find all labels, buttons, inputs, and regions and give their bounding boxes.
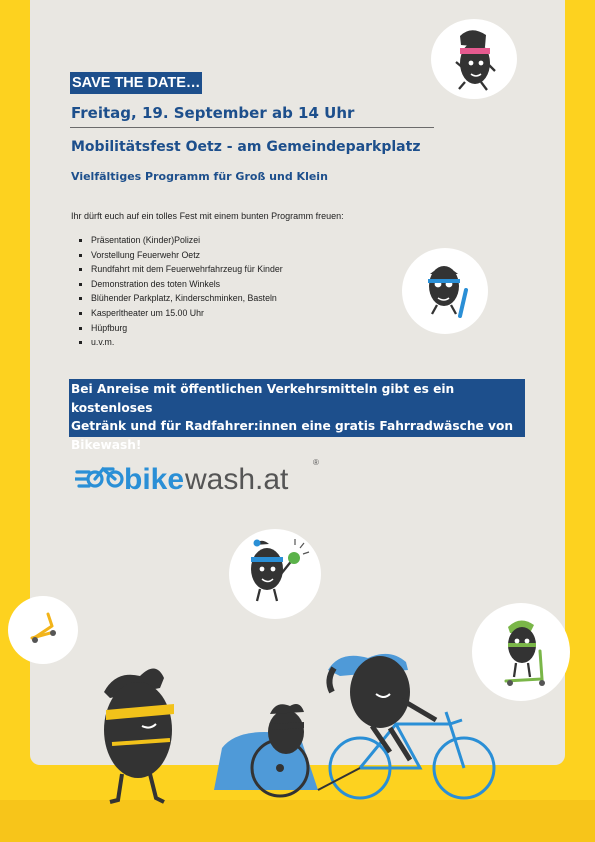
skateboard-bubble: [402, 248, 488, 334]
offer-banner: [69, 379, 525, 452]
bikewash-logo: [75, 455, 335, 495]
list-item: ▪ Blühender Parkplatz, Kinderschminken, Basteln: [91, 291, 283, 306]
event-date: Freitag, 19. September ab 14 Uhr: [71, 104, 355, 122]
logo-wash-text: wash.at: [185, 463, 289, 495]
list-item: ▪ Demonstration des toten Winkels: [91, 277, 283, 292]
event-subtitle: Vielfältiges Programm für Groß und Klein: [71, 170, 328, 183]
list-item: ▪ Vorstellung Feuerwehr Oetz: [91, 248, 283, 263]
list-item: ▪ Rundfahrt mit dem Feuerwehrfahrzeug für Kinder: [91, 262, 283, 277]
list-item: ▪ Hüpfburg: [91, 321, 283, 336]
family-bike-illustration: [90, 640, 510, 810]
bike-swoosh-icon: [75, 469, 122, 486]
runner-bubble: [431, 19, 517, 99]
list-item: ▪ Präsentation (Kinder)Polizei: [91, 233, 283, 248]
program-list: [75, 233, 283, 350]
divider-rule: [70, 127, 434, 128]
headband-mascot-icon: [104, 668, 174, 802]
logo-registered-mark: ®: [313, 458, 319, 467]
list-item: ▪ u.v.m.: [91, 335, 283, 350]
yellow-scooter-icon: [8, 596, 78, 664]
offer-banner-line: Getränk und für Radfahrer:innen eine gratis Fahrradwäsche von: [71, 419, 514, 433]
runner-mascot-icon: [431, 19, 517, 99]
event-title: Mobilitätsfest Oetz - am Gemeindeparkplatz: [71, 139, 421, 155]
skateboard-mascot-icon: [402, 248, 488, 334]
offer-banner-line: Bei Anreise mit öffentlichen Verkehrsmitteln gibt es ein kostenloses: [71, 382, 455, 415]
bike-trailer-icon: [214, 704, 318, 796]
list-item: ▪ Kasperltheater um 15.00 Uhr: [91, 306, 283, 321]
offer-banner-line: Bikewash!: [71, 437, 142, 452]
scooter-bubble-left: [8, 596, 78, 664]
logo-bike-text: bike: [124, 463, 185, 495]
ice-cream-bubble: [229, 529, 321, 619]
ice-cream-mascot-icon: [229, 529, 321, 619]
save-the-date-label: SAVE THE DATE…: [70, 72, 202, 94]
intro-text: Ihr dürft euch auf ein tolles Fest mit einem bunten Programm freuen:: [71, 211, 344, 221]
